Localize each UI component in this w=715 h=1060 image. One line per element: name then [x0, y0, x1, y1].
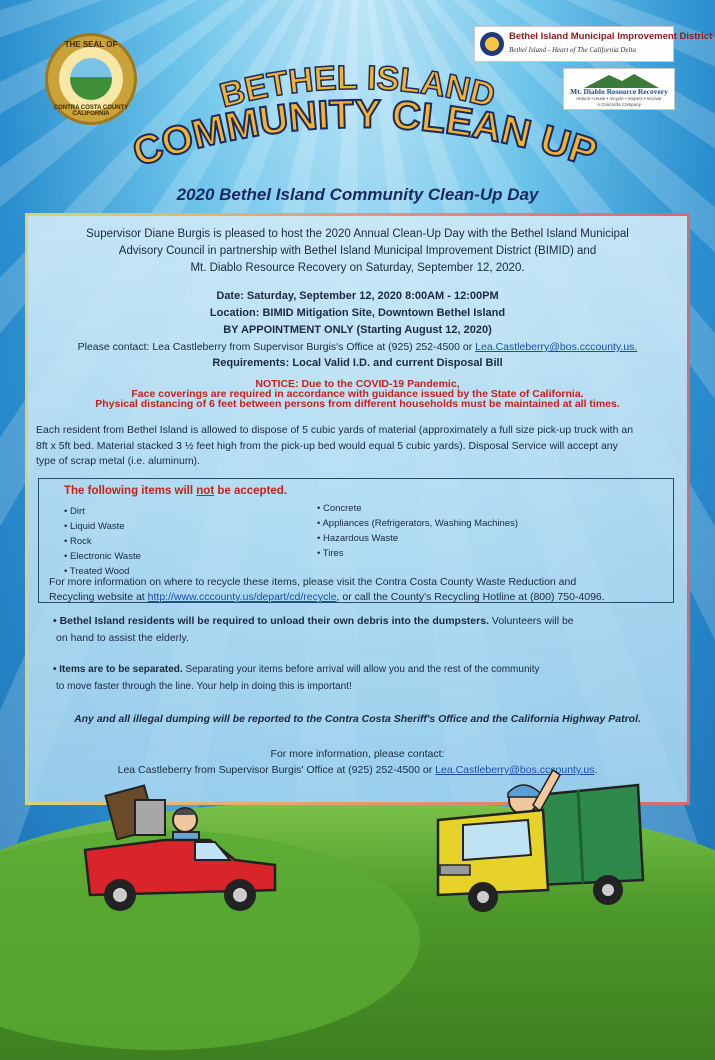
garbage-truck-illustration: [428, 765, 648, 915]
resident-line: type of scrap metal (i.e. aluminum).: [36, 455, 200, 467]
mdrr-logo-company: A Concorda Company: [596, 102, 642, 107]
event-appointment: BY APPOINTMENT ONLY (Starting August 12, 2020): [223, 324, 492, 336]
event-date: Date: Saturday, September 12, 2020 8:00AM - 12:00PM: [216, 290, 499, 302]
list-item: • Hazardous Waste: [317, 531, 518, 546]
mdrr-logo-title: Mt. Diablo Resource Recovery: [570, 87, 668, 96]
resident-line: 8ft x 5ft bed. Material stacked 3 ½ feet high from the pick-up bed would equal 5 cubic yards). Disposal Service will accept any: [36, 439, 618, 452]
contact-email-link[interactable]: Lea.Castleberry@bos.cccounty.us.: [475, 341, 638, 353]
list-item: • Rock: [64, 534, 141, 549]
resident-line: Each resident from Bethel Island is allowed to dispose of 5 cubic yards of material (approximately a full size pick-up truck with an: [36, 424, 634, 436]
seal-bottom-text: CONTRA COSTA COUNTY CALIFORNIA: [53, 105, 129, 117]
recycle-info: [49, 575, 667, 605]
intro-line: Mt. Diablo Resource Recovery on Saturday, September 12, 2020.: [190, 262, 525, 274]
intro-paragraph: [43, 226, 672, 277]
page-subtitle: 2020 Bethel Island Community Clean-Up Day: [176, 185, 539, 204]
not-accepted-list-2: [317, 501, 518, 561]
list-item: • Appliances (Refrigerators, Washing Machines): [317, 516, 518, 531]
seal-landscape-icon: [70, 58, 112, 100]
event-contact: [28, 341, 687, 353]
mdrr-logo-tagline: reduce • reuse • recycle • respect • recover: [576, 96, 662, 101]
separate-bullet: • Items are to be separated. Separating your items before arrival will allow you and the rest of the community to move faster through the line. Your help in doing this is important!: [53, 664, 540, 692]
closing-line: Lea Castleberry from Supervisor Burgis' Office at (925) 252-4500 or Lea.Castleberry@bos.cccounty.us.: [117, 764, 598, 776]
unload-bullet: • Bethel Island residents will be required to unload their own debris into the dumpsters. Volunteers will be on hand to assist the elderly.: [53, 615, 574, 644]
illegal-dumping-warning: Any and all illegal dumping will be reported to the Contra Costa Sheriff's Office and the California Highway Patrol.: [74, 713, 641, 725]
list-item: • Liquid Waste: [64, 519, 141, 534]
list-item: • Treated Wood: [64, 564, 141, 579]
bimid-logo-title: Bethel Island Municipal Improvement District: [509, 31, 713, 42]
recycle-website-link[interactable]: http://www.cccounty.us/depart/cd/recycle: [147, 591, 337, 603]
recycle-info-line: For more information on where to recycle these items, please visit the Contra Costa County Waste Reduction and: [49, 576, 577, 588]
intro-line: Advisory Council in partnership with Bethel Island Municipal Improvement District (BIMID) and: [118, 245, 597, 257]
headline-line1: BETHEL ISLAND: [215, 58, 499, 116]
not-accepted-list-1: [64, 504, 141, 579]
list-item: • Tires: [317, 546, 518, 561]
closing-line: For more information, please contact:: [270, 748, 445, 760]
info-panel: [25, 213, 690, 805]
list-item: • Dirt: [64, 504, 141, 519]
headline-line2: COMMUNITY CLEAN UP: [127, 92, 602, 176]
notice-line1: NOTICE: Due to the COVID-19 Pandemic,: [255, 378, 460, 390]
contact-text: Please contact: Lea Castleberry from Supervisor Burgis's Office at (925) 252-4500 or: [77, 341, 476, 353]
bimid-logo-tagline: Bethel Island - Heart of The California Delta: [509, 46, 636, 54]
notice-line2: Face coverings are required in accordance with guidance issued by the State of California.: [131, 388, 584, 400]
seal-top-text: THE SEAL OF: [64, 40, 118, 49]
list-item: • Concrete: [317, 501, 518, 516]
headline: [110, 55, 610, 185]
list-item: • Electronic Waste: [64, 549, 141, 564]
intro-line: Supervisor Diane Burgis is pleased to host the 2020 Annual Clean-Up Day with the Bethel Island Municipal: [86, 228, 629, 240]
resident-allowance: [36, 423, 679, 470]
not-accepted-box: [38, 478, 674, 603]
recycle-info-line: Recycling website at http://www.cccounty.us/depart/cd/recycle, or call the County's Recycling Hotline at (800) 750-4096.: [49, 591, 605, 603]
notice-line3: Physical distancing of 6 feet between persons from different households must be maintained at all times.: [95, 398, 620, 410]
closing-email-link[interactable]: Lea.Castleberry@bos.cccounty.us: [435, 764, 595, 776]
bimid-emblem-icon: [480, 32, 504, 56]
event-location: Location: BIMID Mitigation Site, Downtown Bethel Island: [209, 307, 506, 319]
event-requirements: Requirements: Local Valid I.D. and current Disposal Bill: [212, 357, 503, 369]
pickup-truck-illustration: [75, 780, 285, 915]
not-accepted-title: The following items will not be accepted.: [64, 485, 288, 497]
